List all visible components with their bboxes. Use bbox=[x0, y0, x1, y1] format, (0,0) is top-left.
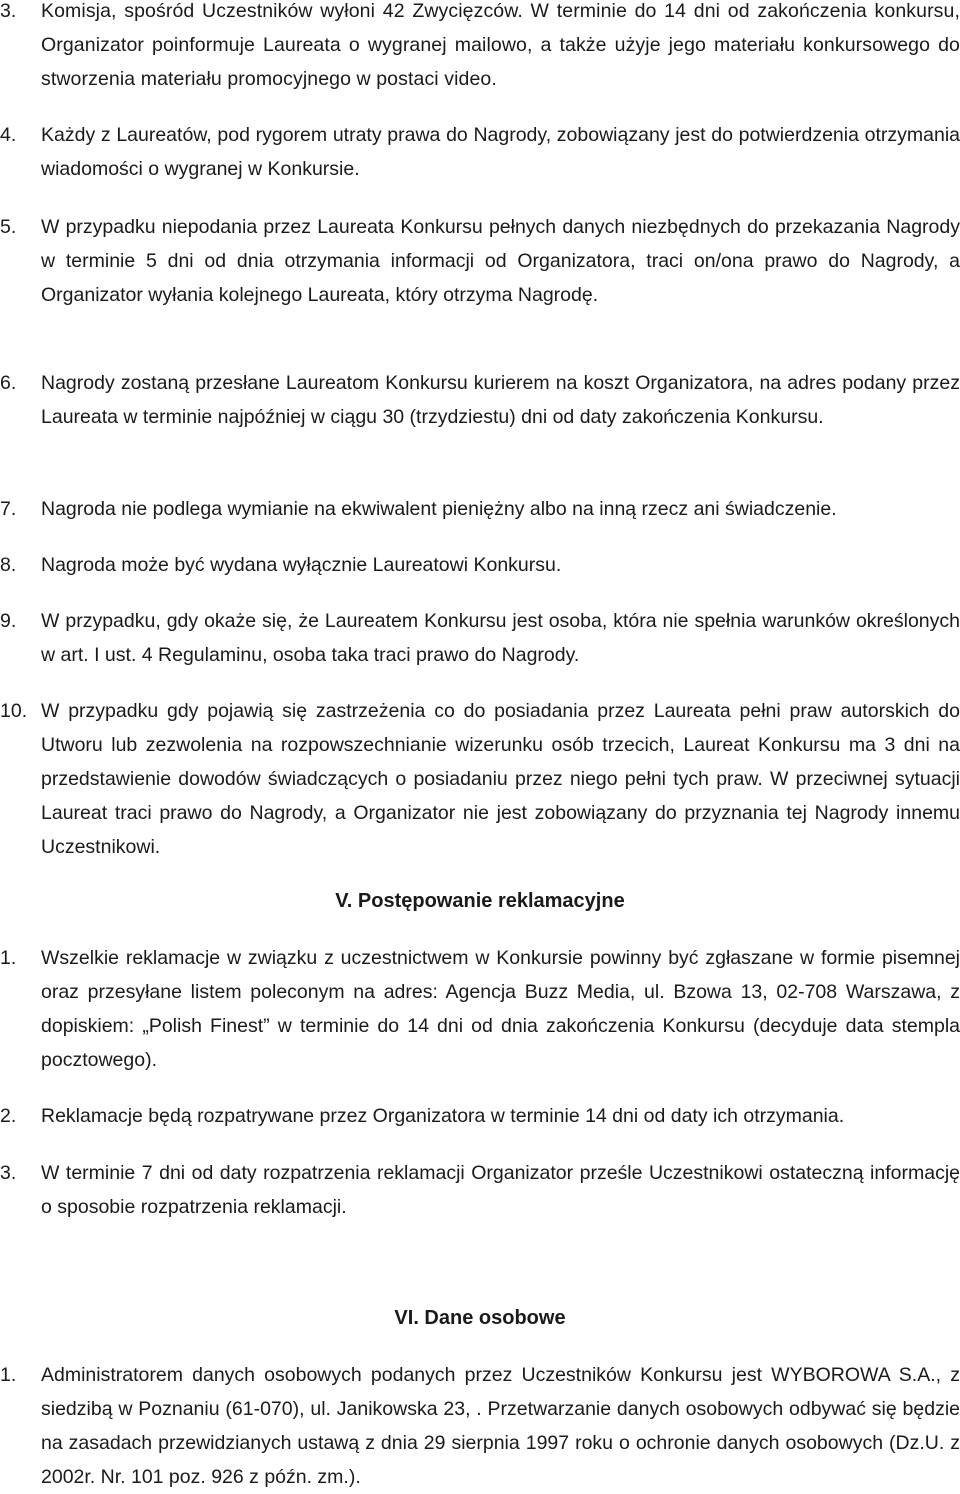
item-number: 3. bbox=[0, 1162, 17, 1184]
list-item bbox=[0, 210, 960, 312]
item-text: W przypadku niepodania przez Laureata Konkursu pełnych danych niezbędnych do przekazania Nagrody w terminie 5 dni od dnia otrzymania informacji od Organizatora, traci on/ona prawo do Nagrody, a Organizator wyłania kolejnego Laureata, który otrzyma Nagrodę. bbox=[41, 216, 960, 306]
item-number: 7. bbox=[0, 498, 17, 520]
list-item bbox=[0, 548, 960, 582]
item-text: Administratorem danych osobowych podanych przez Uczestników Konkursu jest WYBOROWA S.A., z siedzibą w Poznaniu (61-070), ul. Janikowska 23, . Przetwarzanie danych osobowych odbywać się będzie na zasadach przewidzianych ustawą z dnia 29 sierpnia 1997 roku o ochronie danych osobowych (Dz.U. z 2002r. Nr. 101 poz. 926 z późn. zm.). bbox=[41, 1364, 960, 1488]
list-item bbox=[0, 1358, 960, 1494]
item-text: Nagroda może być wydana wyłącznie Laureatowi Konkursu. bbox=[41, 554, 562, 576]
item-text: Reklamacje będą rozpatrywane przez Organizatora w terminie 14 dni od daty ich otrzymania. bbox=[41, 1105, 845, 1127]
item-number: 9. bbox=[0, 610, 17, 632]
list-item bbox=[0, 694, 960, 864]
list-item bbox=[0, 118, 960, 186]
list-item bbox=[0, 0, 960, 96]
item-number: 6. bbox=[0, 372, 17, 394]
section-heading: VI. Dane osobowe bbox=[394, 1307, 566, 1329]
item-text: W przypadku, gdy okaże się, że Laureatem Konkursu jest osoba, która nie spełnia warunków określonych w art. I ust. 4 Regulaminu, osoba taka traci prawo do Nagrody. bbox=[41, 610, 960, 666]
list-item bbox=[0, 604, 960, 672]
item-text: Wszelkie reklamacje w związku z uczestnictwem w Konkursie powinny być zgłaszane w formie pisemnej oraz przesyłane listem poleconym na adres: Agencja Buzz Media, ul. Bzowa 13, 02-708 Warszawa, z dopiskiem: „Polish Finest” w terminie do 14 dni od dnia zakończenia Konkursu (decyduje data stempla pocztowego). bbox=[41, 947, 960, 1071]
item-number: 5. bbox=[0, 216, 17, 238]
item-text: W terminie 7 dni od daty rozpatrzenia reklamacji Organizator prześle Uczestnikowi ostateczną informację o sposobie rozpatrzenia reklamacji. bbox=[41, 1162, 960, 1218]
list-item bbox=[0, 366, 960, 434]
item-text: Każdy z Laureatów, pod rygorem utraty prawa do Nagrody, zobowiązany jest do potwierdzenia otrzymania wiadomości o wygranej w Konkursie. bbox=[41, 124, 960, 180]
list-item bbox=[0, 492, 960, 526]
item-text: W przypadku gdy pojawią się zastrzeżenia co do posiadania przez Laureata pełni praw autorskich do Utworu lub zezwolenia na rozpowszechnianie wizerunku osób trzecich, Laureat Konkursu ma 3 dni na przedstawienie dowodów świadczących o posiadaniu przez niego pełni tych praw. W przeciwnej sytuacji Laureat traci prawo do Nagrody, a Organizator nie jest zobowiązany do przyznania tej Nagrody innemu Uczestnikowi. bbox=[41, 700, 960, 858]
item-number: 1. bbox=[0, 947, 17, 969]
item-text: Nagroda nie podlega wymianie na ekwiwalent pieniężny albo na inną rzecz ani świadczenie. bbox=[41, 498, 837, 520]
list-item bbox=[0, 1156, 960, 1224]
item-text: Komisja, spośród Uczestników wyłoni 42 Zwycięzców. W terminie do 14 dni od zakończenia konkursu, Organizator poinformuje Laureata o wygranej mailowo, a także użyje jego materiału konkursowego do stworzenia materiału promocyjnego w postaci video. bbox=[41, 0, 960, 90]
list-item bbox=[0, 1099, 960, 1133]
item-number: 4. bbox=[0, 124, 17, 146]
item-number: 8. bbox=[0, 554, 17, 576]
list-item bbox=[0, 941, 960, 1077]
item-number: 1. bbox=[0, 1364, 17, 1386]
item-number: 2. bbox=[0, 1105, 17, 1127]
section-heading: V. Postępowanie reklamacyjne bbox=[335, 890, 625, 912]
item-number: 3. bbox=[0, 0, 17, 22]
item-number: 10. bbox=[0, 700, 28, 722]
item-text: Nagrody zostaną przesłane Laureatom Konkursu kurierem na koszt Organizatora, na adres podany przez Laureata w terminie najpóźniej w ciągu 30 (trzydziestu) dni od daty zakończenia Konkursu. bbox=[41, 372, 960, 428]
